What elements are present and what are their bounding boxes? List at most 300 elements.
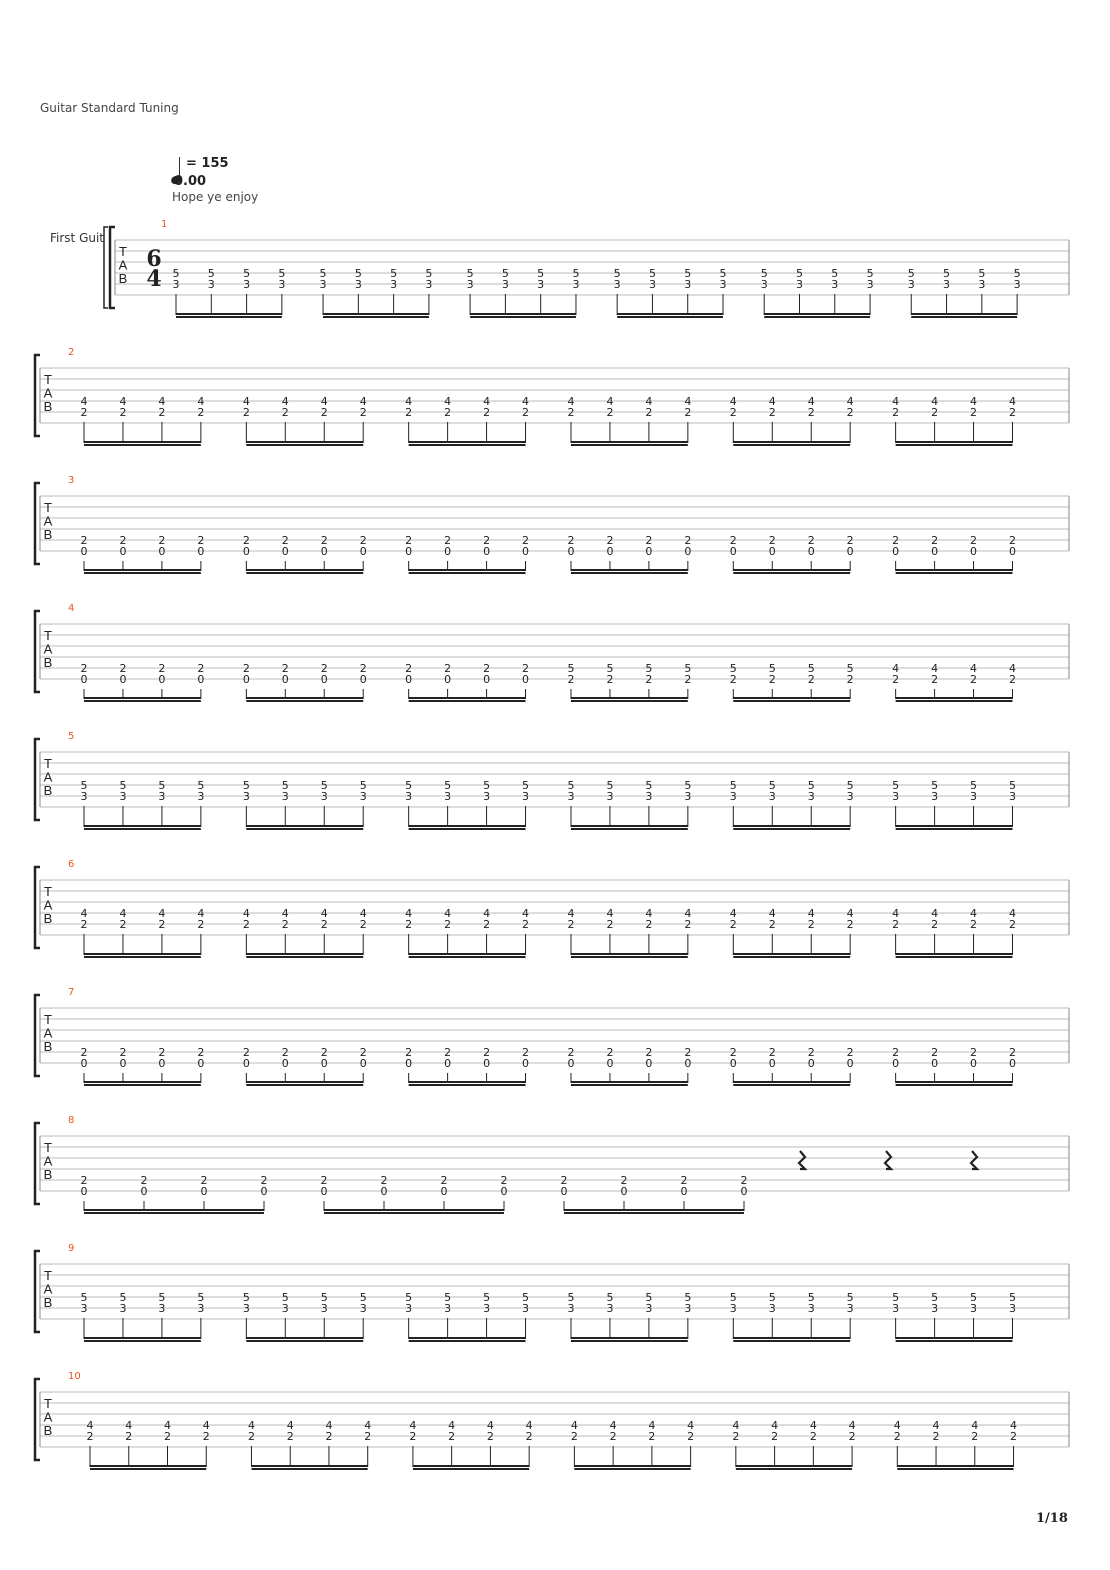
fret-number: 3 xyxy=(931,1302,939,1315)
fret-number: 2 xyxy=(242,406,250,419)
fret-number: 5 xyxy=(943,267,951,280)
fret-number: 2 xyxy=(892,1046,900,1059)
fret-number: 3 xyxy=(354,278,362,291)
fret-number: 4 xyxy=(281,395,289,408)
fret-number: 2 xyxy=(768,534,776,547)
fret-number: 0 xyxy=(359,673,367,686)
fret-number: 4 xyxy=(364,1419,372,1432)
beam xyxy=(764,313,870,315)
fret-number: 3 xyxy=(768,1302,776,1315)
fret-number: 0 xyxy=(158,545,166,558)
fret-number: 2 xyxy=(320,662,328,675)
beam xyxy=(733,569,850,571)
fret-number: 0 xyxy=(807,1057,815,1070)
fret-number: 2 xyxy=(567,1046,575,1059)
beam xyxy=(409,1340,526,1342)
fret-number: 2 xyxy=(359,1046,367,1059)
fret-number: 5 xyxy=(648,267,656,280)
fret-number: 2 xyxy=(560,1174,568,1187)
fret-number: 3 xyxy=(567,1302,575,1315)
fret-number: 4 xyxy=(125,1419,133,1432)
fret-number: 4 xyxy=(158,395,166,408)
beam xyxy=(246,1084,363,1086)
fret-number: 3 xyxy=(978,278,986,291)
fret-number: 0 xyxy=(242,673,250,686)
tab-clef-letter: T xyxy=(44,628,52,643)
bar-number: 1 xyxy=(161,219,168,230)
fret-number: 4 xyxy=(606,395,614,408)
fret-number: 3 xyxy=(729,790,737,803)
fret-number: 5 xyxy=(405,1291,413,1304)
fret-number: 0 xyxy=(80,545,88,558)
track-name: First Guit xyxy=(50,231,105,245)
fret-number: 4 xyxy=(609,1419,617,1432)
fret-number: 2 xyxy=(197,1046,205,1059)
system-bracket xyxy=(35,1251,40,1332)
fret-number: 4 xyxy=(86,1419,94,1432)
fret-number: 4 xyxy=(931,662,939,675)
fret-number: 4 xyxy=(807,395,815,408)
tab-clef-letter: A xyxy=(43,769,53,785)
beam xyxy=(733,1337,850,1339)
fret-number: 4 xyxy=(158,907,166,920)
fret-number: 4 xyxy=(687,1419,695,1432)
fret-number: 2 xyxy=(281,406,289,419)
fret-number: 3 xyxy=(359,1302,367,1315)
beam xyxy=(84,825,201,827)
beam xyxy=(409,697,526,699)
fret-number: 2 xyxy=(970,534,978,547)
system-bracket xyxy=(35,611,40,692)
fret-number: 0 xyxy=(197,1057,205,1070)
fret-number: 4 xyxy=(846,395,854,408)
bar-number: 6 xyxy=(68,859,75,870)
beam xyxy=(571,828,688,830)
beam xyxy=(571,1337,688,1339)
fret-number: 2 xyxy=(768,406,776,419)
tempo-time: 0.00 xyxy=(174,174,207,189)
fret-number: 2 xyxy=(405,406,413,419)
fret-number: 4 xyxy=(971,1419,979,1432)
fret-number: 5 xyxy=(931,1291,939,1304)
fret-number: 2 xyxy=(570,1430,578,1443)
track-bracket xyxy=(104,227,108,308)
fret-number: 2 xyxy=(645,918,653,931)
fret-number: 3 xyxy=(537,278,545,291)
bar-number: 8 xyxy=(68,1115,75,1126)
beam xyxy=(409,700,526,702)
fret-number: 2 xyxy=(1009,918,1017,931)
fret-number: 5 xyxy=(907,267,915,280)
fret-number: 5 xyxy=(197,1291,205,1304)
fret-number: 3 xyxy=(80,790,88,803)
fret-number: 5 xyxy=(390,267,398,280)
beam xyxy=(409,1081,526,1083)
tab-clef-letter: B xyxy=(43,783,53,798)
fret-number: 0 xyxy=(158,1057,166,1070)
fret-number: 5 xyxy=(645,1291,653,1304)
fret-number: 0 xyxy=(380,1185,388,1198)
beam xyxy=(564,1209,744,1211)
bar-number: 10 xyxy=(68,1371,81,1382)
fret-number: 2 xyxy=(359,406,367,419)
fret-number: 4 xyxy=(1009,907,1017,920)
fret-number: 5 xyxy=(719,267,727,280)
bar-number: 3 xyxy=(68,475,75,486)
fret-number: 4 xyxy=(846,907,854,920)
fret-number: 4 xyxy=(732,1419,740,1432)
beam xyxy=(84,1212,264,1214)
fret-number: 2 xyxy=(320,534,328,547)
fret-number: 4 xyxy=(359,395,367,408)
fret-number: 4 xyxy=(771,1419,779,1432)
beam xyxy=(571,569,688,571)
fret-number: 0 xyxy=(680,1185,688,1198)
beam xyxy=(571,825,688,827)
fret-number: 2 xyxy=(525,1430,533,1443)
fret-number: 5 xyxy=(846,779,854,792)
fret-number: 3 xyxy=(119,790,127,803)
tab-clef-letter: B xyxy=(43,1423,53,1438)
fret-number: 0 xyxy=(522,673,530,686)
time-signature-numerator: 6 xyxy=(146,246,162,272)
fret-number: 2 xyxy=(740,1174,748,1187)
fret-number: 4 xyxy=(197,395,205,408)
bar-number: 5 xyxy=(68,731,75,742)
fret-number: 2 xyxy=(444,918,452,931)
fret-number: 3 xyxy=(425,278,433,291)
fret-number: 5 xyxy=(970,779,978,792)
beam xyxy=(571,572,688,574)
fret-number: 0 xyxy=(200,1185,208,1198)
fret-number: 5 xyxy=(567,779,575,792)
fret-number: 3 xyxy=(729,1302,737,1315)
fret-number: 3 xyxy=(1013,278,1021,291)
fret-number: 2 xyxy=(242,534,250,547)
fret-number: 2 xyxy=(892,673,900,686)
fret-number: 0 xyxy=(684,545,692,558)
fret-number: 5 xyxy=(242,1291,250,1304)
beam xyxy=(409,569,526,571)
tab-clef-letter: A xyxy=(43,513,53,529)
fret-number: 5 xyxy=(572,267,580,280)
fret-number: 4 xyxy=(684,907,692,920)
fret-number: 4 xyxy=(119,907,127,920)
tab-clef-letter: B xyxy=(43,399,53,414)
beam xyxy=(409,1084,526,1086)
fret-number: 2 xyxy=(567,918,575,931)
beam xyxy=(896,1340,1013,1342)
fret-number: 5 xyxy=(320,779,328,792)
tab-clef-letter: B xyxy=(43,527,53,542)
fret-number: 2 xyxy=(247,1430,255,1443)
fret-number: 0 xyxy=(1009,545,1017,558)
fret-number: 0 xyxy=(768,1057,776,1070)
tab-clef-letter: A xyxy=(118,257,128,273)
fret-number: 2 xyxy=(197,534,205,547)
beam xyxy=(897,1468,1013,1470)
fret-number: 2 xyxy=(729,918,737,931)
fret-number: 2 xyxy=(242,1046,250,1059)
fret-number: 5 xyxy=(278,267,286,280)
fret-number: 5 xyxy=(567,662,575,675)
fret-number: 3 xyxy=(444,1302,452,1315)
fret-number: 2 xyxy=(202,1430,210,1443)
beam xyxy=(896,1081,1013,1083)
fret-number: 2 xyxy=(405,1046,413,1059)
tab-clef-letter: T xyxy=(119,244,127,259)
fret-number: 2 xyxy=(931,673,939,686)
fret-number: 0 xyxy=(119,1057,127,1070)
fret-number: 5 xyxy=(795,267,803,280)
fret-number: 0 xyxy=(740,1185,748,1198)
fret-number: 2 xyxy=(281,534,289,547)
fret-number: 2 xyxy=(1010,1430,1018,1443)
fret-number: 2 xyxy=(80,662,88,675)
beam xyxy=(323,313,429,315)
beam xyxy=(571,1084,688,1086)
page-number: 1/18 xyxy=(1036,1511,1068,1526)
fret-number: 2 xyxy=(359,662,367,675)
fret-number: 0 xyxy=(320,545,328,558)
beam xyxy=(470,313,576,315)
fret-number: 5 xyxy=(892,1291,900,1304)
beam xyxy=(470,316,576,318)
fret-number: 3 xyxy=(319,278,327,291)
beam xyxy=(574,1468,690,1470)
fret-number: 5 xyxy=(444,779,452,792)
fret-number: 3 xyxy=(648,278,656,291)
beam xyxy=(617,313,723,315)
beam xyxy=(896,1084,1013,1086)
fret-number: 0 xyxy=(606,545,614,558)
fret-number: 2 xyxy=(729,1046,737,1059)
fret-number: 3 xyxy=(846,790,854,803)
fret-number: 2 xyxy=(567,406,575,419)
fret-number: 5 xyxy=(243,267,251,280)
fret-number: 2 xyxy=(440,1174,448,1187)
fret-number: 3 xyxy=(197,1302,205,1315)
beam xyxy=(409,572,526,574)
fret-number: 2 xyxy=(606,406,614,419)
fret-number: 2 xyxy=(119,406,127,419)
fret-number: 3 xyxy=(572,278,580,291)
system-bracket xyxy=(35,995,40,1076)
fret-number: 5 xyxy=(483,779,491,792)
fret-number: 4 xyxy=(483,395,491,408)
beam xyxy=(733,1081,850,1083)
beam xyxy=(409,956,526,958)
fret-number: 2 xyxy=(359,534,367,547)
fret-number: 3 xyxy=(846,1302,854,1315)
fret-number: 4 xyxy=(892,395,900,408)
fret-number: 2 xyxy=(645,1046,653,1059)
fret-number: 5 xyxy=(866,267,874,280)
fret-number: 2 xyxy=(687,1430,695,1443)
fret-number: 2 xyxy=(971,1430,979,1443)
fret-number: 2 xyxy=(567,534,575,547)
time-signature-denominator: 4 xyxy=(146,266,162,292)
fret-number: 3 xyxy=(119,1302,127,1315)
fret-number: 0 xyxy=(281,1057,289,1070)
tab-clef-letter: T xyxy=(44,884,52,899)
fret-number: 2 xyxy=(380,1174,388,1187)
fret-number: 2 xyxy=(197,918,205,931)
fret-number: 5 xyxy=(1009,1291,1017,1304)
beam xyxy=(733,825,850,827)
beam xyxy=(896,700,1013,702)
fret-number: 3 xyxy=(207,278,215,291)
fret-number: 4 xyxy=(286,1419,294,1432)
fret-number: 4 xyxy=(970,395,978,408)
fret-number: 3 xyxy=(158,1302,166,1315)
fret-number: 2 xyxy=(684,673,692,686)
fret-number: 0 xyxy=(846,545,854,558)
fret-number: 0 xyxy=(483,673,491,686)
beam xyxy=(84,569,201,571)
fret-number: 3 xyxy=(970,790,978,803)
beam xyxy=(246,956,363,958)
fret-number: 0 xyxy=(931,545,939,558)
fret-number: 0 xyxy=(522,545,530,558)
fret-number: 3 xyxy=(390,278,398,291)
fret-number: 0 xyxy=(560,1185,568,1198)
fret-number: 0 xyxy=(405,1057,413,1070)
fret-number: 0 xyxy=(320,1057,328,1070)
fret-number: 2 xyxy=(483,662,491,675)
fret-number: 5 xyxy=(158,779,166,792)
fret-number: 4 xyxy=(444,907,452,920)
fret-number: 3 xyxy=(483,790,491,803)
fret-number: 2 xyxy=(892,534,900,547)
fret-number: 3 xyxy=(795,278,803,291)
fret-number: 2 xyxy=(522,662,530,675)
beam xyxy=(733,697,850,699)
fret-number: 5 xyxy=(281,1291,289,1304)
fret-number: 5 xyxy=(359,1291,367,1304)
fret-number: 4 xyxy=(1010,1419,1018,1432)
fret-number: 5 xyxy=(846,662,854,675)
quarter-rest-icon xyxy=(799,1151,805,1169)
fret-number: 2 xyxy=(970,918,978,931)
fret-number: 2 xyxy=(242,662,250,675)
fret-number: 5 xyxy=(931,779,939,792)
fret-number: 2 xyxy=(522,534,530,547)
fret-number: 4 xyxy=(483,907,491,920)
beam xyxy=(896,569,1013,571)
fret-number: 2 xyxy=(970,406,978,419)
beam xyxy=(736,1468,852,1470)
fret-number: 0 xyxy=(567,545,575,558)
fret-number: 5 xyxy=(606,779,614,792)
fret-number: 0 xyxy=(197,673,205,686)
fret-number: 4 xyxy=(931,907,939,920)
system-bracket xyxy=(35,739,40,820)
fret-number: 0 xyxy=(684,1057,692,1070)
fret-number: 2 xyxy=(448,1430,456,1443)
fret-number: 5 xyxy=(760,267,768,280)
fret-number: 3 xyxy=(1009,1302,1017,1315)
fret-number: 3 xyxy=(278,278,286,291)
bar-number: 4 xyxy=(68,603,75,614)
fret-number: 2 xyxy=(606,918,614,931)
fret-number: 2 xyxy=(1009,673,1017,686)
fret-number: 4 xyxy=(645,395,653,408)
beam xyxy=(413,1468,529,1470)
fret-number: 4 xyxy=(684,395,692,408)
fret-number: 4 xyxy=(320,395,328,408)
fret-number: 3 xyxy=(320,790,328,803)
beam xyxy=(733,572,850,574)
fret-number: 4 xyxy=(1009,395,1017,408)
fret-number: 2 xyxy=(893,1430,901,1443)
fret-number: 4 xyxy=(522,907,530,920)
fret-number: 5 xyxy=(359,779,367,792)
fret-number: 0 xyxy=(444,1057,452,1070)
system-bracket xyxy=(35,867,40,948)
fret-number: 3 xyxy=(1009,790,1017,803)
fret-number: 3 xyxy=(444,790,452,803)
system-bracket xyxy=(35,1379,40,1460)
fret-number: 2 xyxy=(768,673,776,686)
fret-number: 2 xyxy=(609,1430,617,1443)
fret-number: 3 xyxy=(892,1302,900,1315)
fret-number: 4 xyxy=(197,907,205,920)
fret-number: 5 xyxy=(80,779,88,792)
fret-number: 5 xyxy=(645,662,653,675)
fret-number: 4 xyxy=(892,662,900,675)
tab-clef-letter: T xyxy=(44,372,52,387)
fret-number: 4 xyxy=(119,395,127,408)
fret-number: 2 xyxy=(931,534,939,547)
fret-number: 4 xyxy=(931,395,939,408)
fret-number: 2 xyxy=(606,1046,614,1059)
fret-number: 4 xyxy=(247,1419,255,1432)
beam xyxy=(84,1337,201,1339)
beam xyxy=(84,700,201,702)
fret-number: 2 xyxy=(80,918,88,931)
beam xyxy=(896,697,1013,699)
fret-number: 4 xyxy=(970,907,978,920)
fret-number: 2 xyxy=(807,406,815,419)
fret-number: 4 xyxy=(80,907,88,920)
fret-number: 5 xyxy=(606,662,614,675)
fret-number: 2 xyxy=(119,1046,127,1059)
fret-number: 0 xyxy=(606,1057,614,1070)
beam xyxy=(246,700,363,702)
fret-number: 5 xyxy=(207,267,215,280)
beam xyxy=(409,444,526,446)
beam xyxy=(90,1465,206,1467)
beam xyxy=(90,1468,206,1470)
fret-number: 2 xyxy=(119,534,127,547)
fret-number: 2 xyxy=(684,534,692,547)
fret-number: 2 xyxy=(729,673,737,686)
fret-number: 3 xyxy=(943,278,951,291)
fret-number: 5 xyxy=(846,1291,854,1304)
fret-number: 5 xyxy=(405,779,413,792)
fret-number: 3 xyxy=(645,790,653,803)
fret-number: 0 xyxy=(242,545,250,558)
tab-clef-letter: B xyxy=(43,1039,53,1054)
beam xyxy=(409,953,526,955)
beam xyxy=(84,953,201,955)
fret-number: 0 xyxy=(140,1185,148,1198)
fret-number: 2 xyxy=(931,1046,939,1059)
fret-number: 2 xyxy=(80,1046,88,1059)
tab-clef-letter: A xyxy=(43,641,53,657)
fret-number: 0 xyxy=(807,545,815,558)
